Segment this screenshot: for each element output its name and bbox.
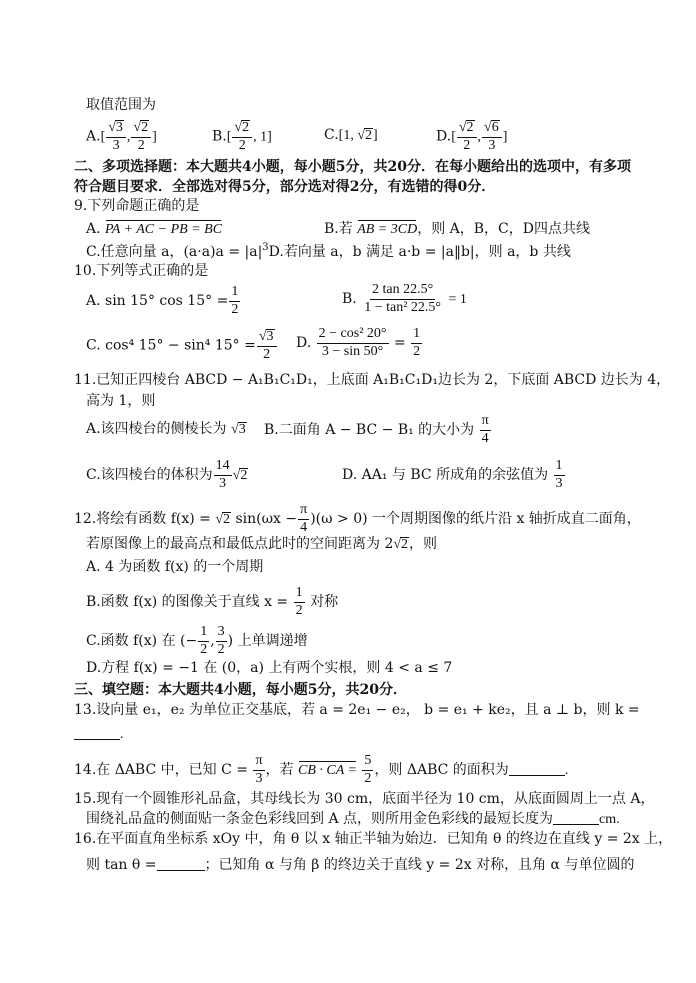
q13-answer-blank: . — [74, 727, 124, 742]
q15-stem: 15.现有一个圆锥形礼品盒，其母线长为 30 cm，底面半径为 10 cm，从底面圆周上一点 A， — [74, 791, 655, 807]
q13-stem: 13.设向量 e₁，e₂ 为单位正交基底，若 a = 2e₁ − e₂， b = e₁ + ke₂，且 a ⊥ b，则 k = — [74, 702, 640, 718]
section-3-heading: 三、填空题：本大题共4小题，每小题5分，共20分． — [74, 682, 407, 698]
option-a-range: A.[ $\frac{√3}{3}$ , $\frac{√2}{2}$ ] — [86, 120, 157, 153]
section-2-heading-cont: 符合题目要求．全部选对得5分，部分选对得2分，有选错的得0分． — [74, 179, 496, 195]
q11-stem: 11.已知正四棱台 ABCD − A₁B₁C₁D₁，上底面 A₁B₁C₁D₁边长为 2，下底面 ABCD 边长为 4， — [74, 372, 671, 388]
q10-option-c: C. cos⁴ 15° − sin⁴ 15° = $\frac{√3}{2}$ — [86, 329, 278, 362]
q15-stem-cont: 围绕礼品盒的侧面贴一条金色彩线回到 A 点，则所用金色彩线的最短长度为 cm. — [86, 811, 620, 827]
q11-stem-cont: 高为 1，则 — [86, 393, 156, 409]
answer-blank[interactable] — [553, 824, 599, 825]
answer-blank[interactable] — [157, 870, 205, 871]
q12-option-a: A. 4 为函数 f(x) 的一个周期 — [86, 559, 264, 575]
option-label: A. — [86, 128, 101, 145]
q12-stem: 12.将绘有函数 f(x) = √2 sin(ωx − $\frac{\pi}{4}$ )(ω > 0) 一个周期图像的纸片沿 x 轴折成直二面角， — [74, 502, 641, 535]
q12-option-d: D.方程 f(x) = −1 在 (0，a) 上有两个实根，则 4 < a ≤ 7 — [86, 660, 453, 676]
answer-blank[interactable] — [74, 739, 120, 740]
option-d-range: D.[ $\frac{√2}{2}$ , $\frac{√6}{3}$ ] — [436, 120, 508, 153]
q10-option-a: A. sin 15° cos 15° = $\frac{1}{2}$ — [86, 284, 239, 317]
section-2-heading: 二、多项选择题：本大题共4小题，每小题5分，共20分．在每小题给出的选项中，有多项 — [74, 159, 631, 175]
q11-option-b: B.二面角 A − BC − B₁ 的大小为 $\frac{\pi}{4}$ — [264, 413, 489, 446]
q12-option-b: B.函数 f(x) 的图像关于直线 x = $\frac{1}{2}$ 对称 — [86, 585, 339, 618]
answer-blank[interactable] — [509, 775, 565, 776]
q10-option-d: D. $\frac{\text{2 − cos² 20°}}{3 - \sin 50^\circ}$ = $\frac{1}{2}$ — [296, 326, 421, 359]
q10-option-b: B. $\frac{2 \tan 22.5^\circ}{\text{1 − tan² 22.5°}}$ = 1 — [342, 282, 467, 315]
option-c-range: C.[1, √2] — [324, 127, 378, 143]
question-lead-text: 取值范围为 — [86, 97, 156, 113]
q12-option-c: C.函数 f(x) 在 (− $\frac{1}{2}$ , $\frac{3}{2}$ ) 上单调递增 — [86, 624, 308, 657]
q16-stem: 16.在平面直角坐标系 xOy 中，角 θ 以 x 轴正半轴为始边．已知角 θ 的终边在直线 y = 2x 上， — [74, 831, 673, 847]
q12-stem-cont: 若原图像上的最高点和最低点此时的空间距离为 2√2，则 — [86, 536, 438, 552]
q10-stem: 10.下列等式正确的是 — [74, 263, 209, 279]
q9-option-a: A. PA + AC − PB = BC — [86, 221, 223, 237]
q11-option-c: C.该四棱台的体积为 $\frac{14}{3}$ √2 — [86, 458, 248, 491]
q16-stem-cont: 则 tan θ = ；已知角 α 与角 β 的终边关于直线 y = 2x 对称，且角 α 与单位圆的 — [86, 857, 635, 873]
q11-option-a: A.该四棱台的侧棱长为 √3 — [86, 421, 246, 437]
q9-stem: 9.下列命题正确的是 — [74, 198, 200, 214]
q11-option-d: D. AA₁ 与 BC 所成角的余弦值为 $\frac{1}{3}$ — [342, 458, 563, 491]
q9-options-c-d: C.任意向量 a，$(a\cdot a)a = |a|^3D$.若向量 a，b 满足 a·b = |a‖b|，则 a，b 共线 — [86, 242, 571, 260]
q14-stem: 14.在 ΔABC 中，已知 C = $\frac{\pi}{3}$ ，若 CB · CA = $\frac{5}{2}$ ，则 ΔABC 的面积为 . — [74, 753, 569, 786]
q9-option-b: B.若 AB = 3CD，则 A，B，C，D四点共线 — [324, 221, 590, 237]
option-b-range: B.[ $\frac{√2}{2}$ , 1] — [212, 120, 272, 153]
